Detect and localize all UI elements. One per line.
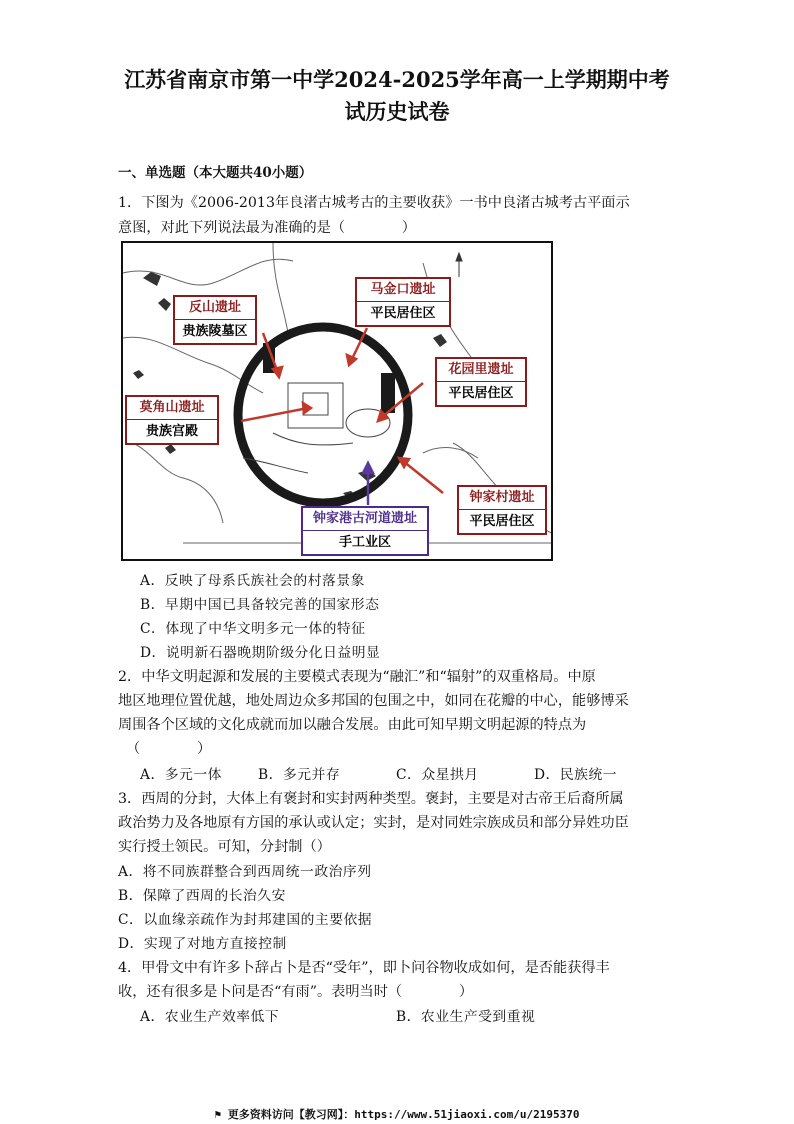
q1-option-b: B．早期中国已具备较完善的国家形态 [140,597,380,613]
map-label-huayuanli-sub: 平民居住区 [448,386,514,401]
map-label-fanshan [173,295,257,345]
q1-option-d: D．说明新石器晚期阶级分化日益明显 [140,645,381,661]
q4-stem-line1: 4．甲骨文中有许多卜辞占卜是否“受年”，即卜问谷物收成如何，是否能获得丰 [118,960,610,976]
map-label-majinkou-title: 马金口遗址 [357,279,449,302]
footer-link[interactable] [0,1106,794,1122]
q3-option-d: D．实现了对地方直接控制 [118,936,287,952]
q1-option-c: C．体现了中华文明多元一体的特征 [140,621,366,637]
q4-option-a: A．农业生产效率低下 [140,1009,280,1025]
q3-stem-line2: 政治势力及各地原有方国的承认或认定；实封，是对同姓宗族成员和部分异姓功臣 [118,815,629,831]
q3-stem-line1: 3．西周的分封，大体上有褒封和实封两种类型。褒封，主要是对古帝王后裔所属 [118,791,624,807]
map-label-majinkou-sub: 平民居住区 [370,306,436,321]
map-label-mojiaoshan-title: 莫角山遗址 [127,397,217,420]
map-label-huayuanli-title: 花园里遗址 [437,359,525,382]
q3-option-a: A．将不同族群整合到西周统一政治序列 [118,864,372,880]
q3-stem-line3: 实行授土领民。可知，分封制（） [118,839,331,855]
map-label-zhongjiagang [301,506,429,556]
map-label-zhongjiacun-title: 钟家村遗址 [459,487,545,510]
map-label-majinkou [355,277,451,327]
footer-text: 更多资料访问【教习网】：https://www.51jiaoxi.com/u/2195370 [227,1108,580,1121]
q4-stem-line2: 收，还有很多是卜问是否“有雨”。表明当时（ ） [118,984,474,1000]
q4-option-b: B．农业生产受到重视 [396,1009,536,1025]
q3-option-b: B．保障了西周的长治久安 [118,888,286,904]
map-label-zhongjiagang-title: 钟家港古河道遗址 [303,508,427,531]
map-label-zhongjiacun [457,485,547,535]
q2-option-a: A．多元一体 [140,767,222,783]
q2-stem-line4: （ ） [126,741,212,757]
q1-stem-line2: 意图，对此下列说法最为准确的是（ ） [118,220,416,236]
q3-option-c: C．以血缘亲疏作为封邦建国的主要依据 [118,912,373,928]
q2-stem-line1: 2．中华文明起源和发展的主要模式表现为“融汇”和“辐射”的双重格局。中原 [118,669,596,685]
q2-stem-line2: 地区地理位置优越，地处周边众多邦国的包围之中，如同在花瓣的中心，能够博采 [118,693,629,709]
liangzhu-site-map [121,241,553,561]
q1-stem-line1: 1．下图为《2006-2013年良渚古城考古的主要收获》一书中良渚古城考古平面示 [118,195,630,211]
q2-option-d: D．民族统一 [534,767,618,783]
flag-icon: ⚑ [214,1108,228,1121]
map-label-mojiaoshan-sub: 贵族宫殿 [145,424,198,439]
exam-title [60,64,734,128]
map-label-huayuanli [435,357,527,407]
exam-title-line2: 试历史试卷 [344,99,450,124]
map-label-zhongjiacun-sub: 平民居住区 [469,514,535,529]
map-label-zhongjiagang-sub: 手工业区 [338,535,391,550]
map-label-mojiaoshan [125,395,219,445]
q2-option-b: B．多元并存 [258,767,341,783]
map-label-fanshan-sub: 贵族陵墓区 [182,324,248,339]
q2-stem-line3: 周围各个区域的文化成就而加以融合发展。由此可知早期文明起源的特点为 [118,717,587,733]
q1-option-a: A．反映了母系氏族社会的村落景象 [140,573,365,589]
map-label-fanshan-title: 反山遗址 [175,297,255,320]
q2-option-c: C．众星拱月 [396,767,479,783]
exam-title-line1: 江苏省南京市第一中学2024-2025学年高一上学期期中考 [124,67,670,92]
section-heading: 一、单选题（本大题共40小题） [118,165,313,181]
